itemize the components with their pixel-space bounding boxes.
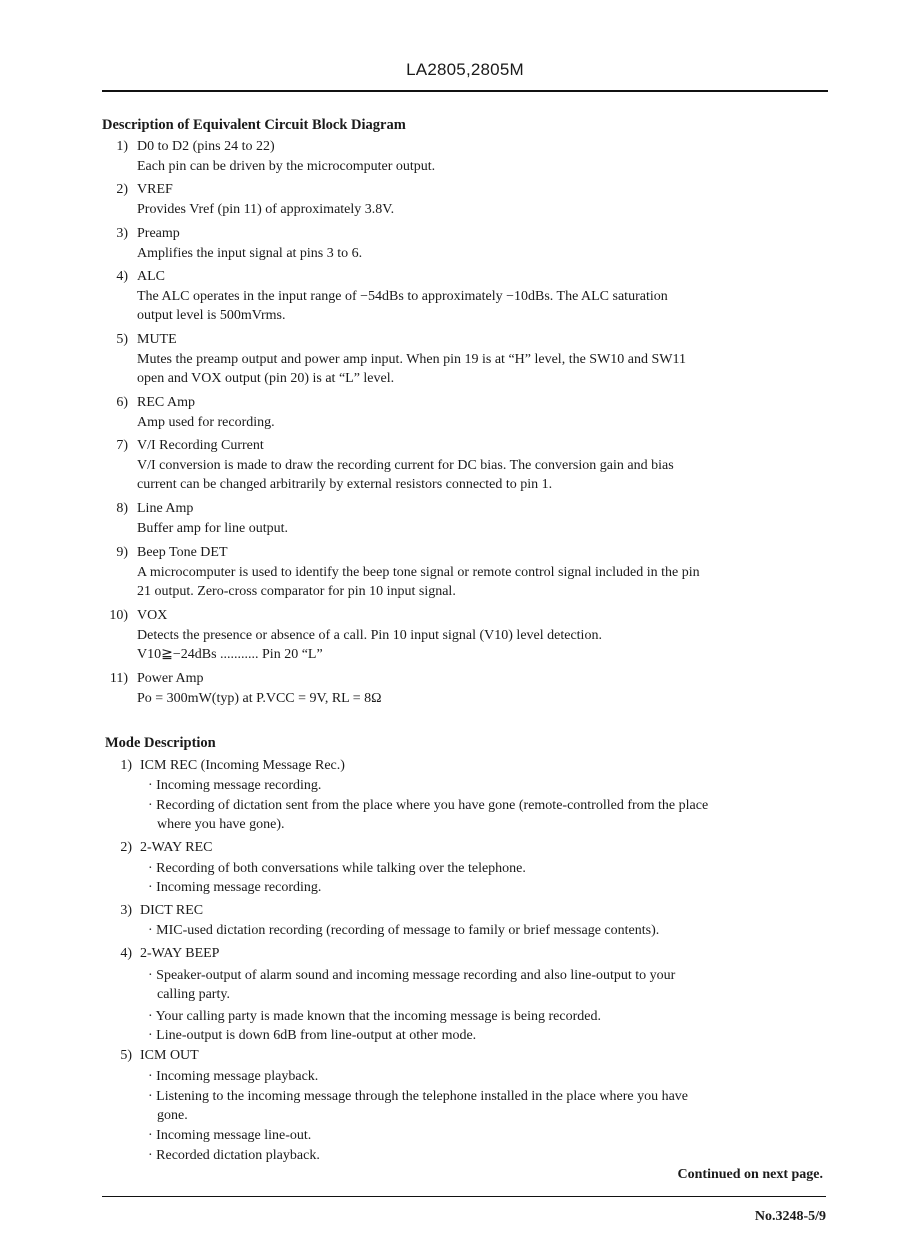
item-title: VOX [137, 608, 168, 623]
item-title: D0 to D2 (pins 24 to 22) [137, 139, 275, 154]
item-title: REC Amp [137, 395, 195, 410]
item-title: Beep Tone DET [137, 545, 228, 560]
item-number: 1) [116, 139, 128, 154]
mode-bullet-line: where you have gone). [157, 817, 285, 832]
item-title: MUTE [137, 332, 177, 347]
mode-bullet-line: · Recorded dictation playback. [148, 1148, 320, 1163]
item-description-line: Detects the presence or absence of a call. Pin 10 input signal (V10) level detection. [137, 628, 602, 643]
item-description-line: Amp used for recording. [137, 415, 275, 430]
mode-bullet-line: · Incoming message playback. [148, 1069, 319, 1084]
mode-title: 2-WAY REC [140, 840, 213, 855]
mode-bullet-line: · Incoming message recording. [148, 880, 322, 895]
mode-number: 5) [120, 1048, 132, 1063]
item-number: 8) [116, 501, 128, 516]
mode-bullet-line: · Listening to the incoming message through the telephone installed in the place where you have [148, 1089, 689, 1104]
item-description-line: output level is 500mVrms. [137, 308, 286, 323]
item-description-line: Amplifies the input signal at pins 3 to 6. [137, 246, 363, 261]
item-title: V/I Recording Current [137, 438, 264, 453]
item-title: VREF [137, 182, 173, 197]
document-title: LA2805,2805M [406, 60, 524, 79]
item-number: 6) [116, 395, 128, 410]
item-description-line: 21 output. Zero-cross comparator for pin 10 input signal. [137, 584, 456, 599]
mode-number: 2) [120, 840, 132, 855]
continued-note: Continued on next page. [677, 1167, 823, 1182]
item-title: Power Amp [137, 671, 204, 686]
mode-title: ICM OUT [140, 1048, 199, 1063]
item-description-line: current can be changed arbitrarily by external resistors connected to pin 1. [137, 477, 553, 492]
item-description-line: Each pin can be driven by the microcomputer output. [137, 159, 436, 174]
mode-bullet-line: · Line-output is down 6dB from line-output at other mode. [148, 1028, 477, 1043]
item-number: 11) [109, 671, 128, 686]
item-title: ALC [137, 269, 165, 284]
item-description-line: Provides Vref (pin 11) of approximately 3.8V. [137, 202, 395, 217]
mode-title: 2-WAY BEEP [140, 946, 220, 961]
item-description-line: The ALC operates in the input range of −54dBs to approximately −10dBs. The ALC saturation [137, 289, 668, 304]
mode-bullet-line: · Your calling party is made known that the incoming message is being recorded. [148, 1009, 601, 1024]
item-title: Line Amp [137, 501, 194, 516]
mode-bullet-line: · Recording of dictation sent from the place where you have gone (remote-controlled from the place [148, 798, 709, 813]
footer-divider [102, 1196, 826, 1197]
page-header [102, 60, 828, 92]
mode-bullet-line: · Incoming message recording. [148, 778, 322, 793]
mode-number: 1) [120, 758, 132, 773]
item-number: 4) [116, 269, 128, 284]
mode-bullet-line: · Incoming message line-out. [148, 1128, 312, 1143]
item-description-line: Buffer amp for line output. [137, 521, 288, 536]
mode-bullet-line: · Recording of both conversations while talking over the telephone. [148, 861, 526, 876]
item-number: 10) [109, 608, 128, 623]
mode-bullet-line: · MIC-used dictation recording (recording of message to family or brief message contents). [148, 923, 660, 938]
mode-bullet-line: gone. [157, 1108, 188, 1123]
item-description-line: A microcomputer is used to identify the beep tone signal or remote control signal included in the pin [137, 565, 700, 580]
mode-section-heading: Mode Description [105, 735, 216, 751]
item-description-line: V/I conversion is made to draw the recording current for DC bias. The conversion gain and bias [137, 458, 674, 473]
item-number: 3) [116, 226, 128, 241]
mode-title: DICT REC [140, 903, 204, 918]
item-number: 9) [116, 545, 128, 560]
mode-title: ICM REC (Incoming Message Rec.) [140, 758, 345, 773]
item-number: 2) [116, 182, 128, 197]
page-number: No.3248-5/9 [754, 1209, 826, 1224]
mode-bullet-line: · Speaker-output of alarm sound and incoming message recording and also line-output to your [148, 968, 676, 983]
item-description-line: open and VOX output (pin 20) is at “L” level. [137, 371, 395, 386]
item-description-line: Mutes the preamp output and power amp input. When pin 19 is at “H” level, the SW10 and SW11 [137, 352, 686, 367]
item-number: 5) [116, 332, 128, 347]
mode-number: 4) [120, 946, 132, 961]
mode-bullet-line: calling party. [157, 987, 230, 1002]
mode-number: 3) [120, 903, 132, 918]
item-description-line: Po = 300mW(typ) at P.VCC = 9V, RL = 8Ω [137, 691, 382, 706]
item-description-line: V10≧−24dBs ........... Pin 20 “L” [137, 647, 323, 662]
item-number: 7) [116, 438, 128, 453]
item-title: Preamp [137, 226, 180, 241]
circuit-section-heading: Description of Equivalent Circuit Block Diagram [102, 117, 406, 133]
